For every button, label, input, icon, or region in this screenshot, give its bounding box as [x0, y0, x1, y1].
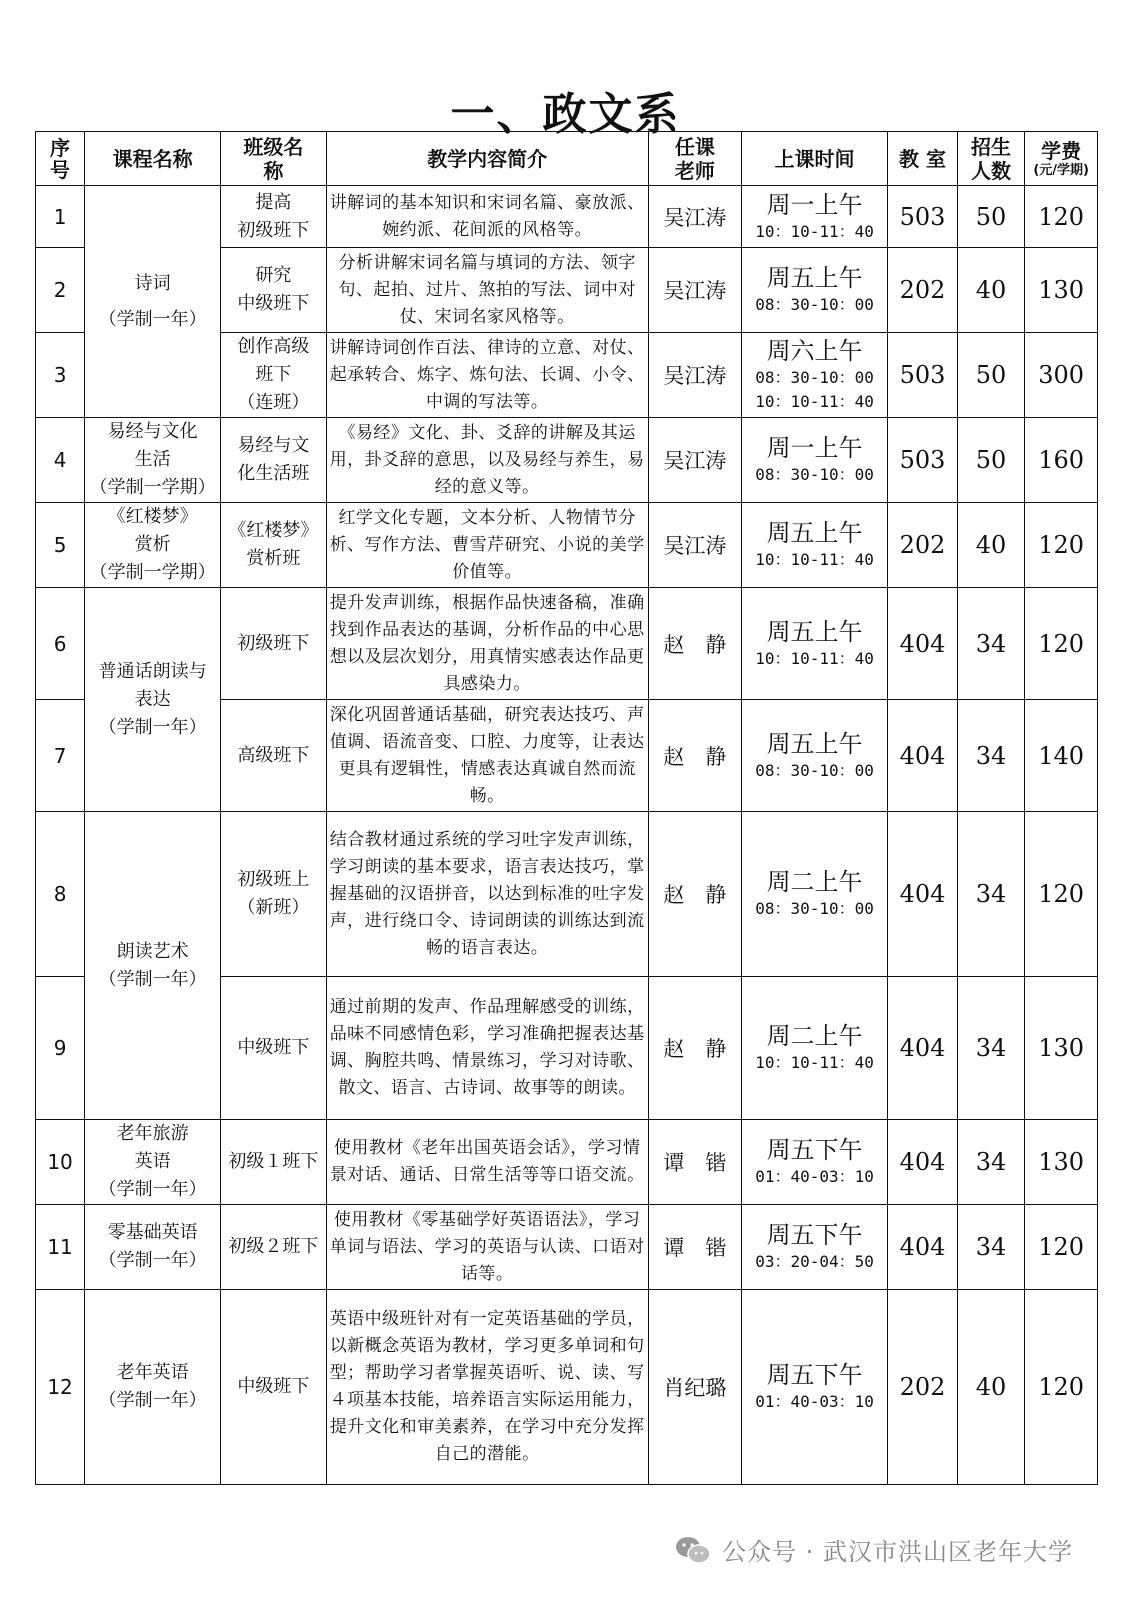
schedule-hours: 01：40-03：10: [755, 1167, 874, 1186]
row-schedule: [741, 1120, 887, 1205]
header-content: 教学内容简介: [326, 132, 648, 186]
row-fee: 120: [1025, 1205, 1098, 1290]
row-room: 503: [888, 186, 958, 248]
schedule-hours: 08：30-10：00: [755, 760, 874, 780]
course-table: [35, 131, 1098, 1485]
row-description: 讲解词的基本知识和宋词名篇、豪放派、婉约派、花间派的风格等。: [326, 186, 648, 248]
course-term: （学制一年）: [98, 716, 207, 738]
schedule-day: 周五下午: [766, 1136, 863, 1164]
row-description: 英语中级班针对有一定英语基础的学员，以新概念英语为教材，学习更多单词和句型；帮助学习者掌握英语听、说、读、写４项基本技能，培养语言实际运用能力，提升文化和审美素养，在学习中充分发挥自己的潜能。: [326, 1290, 648, 1485]
row-class-name: 研究 中级班下: [221, 248, 326, 333]
row-seq: 5: [36, 503, 85, 588]
row-enroll: 34: [957, 1120, 1025, 1205]
row-room: 404: [888, 812, 958, 977]
schedule-hours: 03：20-04：50: [755, 1252, 874, 1271]
row-seq: 2: [36, 248, 85, 333]
row-seq: 1: [36, 186, 85, 248]
header-room: 教 室: [888, 132, 958, 186]
schedule-day: 周五上午: [766, 264, 863, 292]
row-seq: 4: [36, 418, 85, 503]
row-enroll: 50: [957, 186, 1025, 248]
schedule-hours: 10：10-11：40: [755, 1053, 874, 1072]
row-room: 404: [888, 977, 958, 1120]
schedule-day: 周一上午: [766, 190, 863, 219]
schedule-day: 周六上午: [766, 337, 863, 365]
schedule-hours: 08：30-10：00: [755, 295, 874, 314]
row-teacher: 赵 静: [648, 700, 741, 812]
wechat-icon: [674, 1535, 712, 1565]
schedule-hours: 08：30-10：00: [755, 465, 874, 484]
row-enroll: 50: [957, 333, 1025, 418]
row-class-name: 中级班下: [221, 1290, 326, 1485]
course-name-cell: [85, 186, 221, 418]
row-room: 503: [888, 333, 958, 418]
row-class-name: 提高 初级班下: [221, 186, 326, 248]
schedule-day: 周五上午: [766, 519, 863, 547]
schedule-hours: 10：10-11：40: [755, 648, 874, 668]
row-class-name: 高级班下: [221, 700, 326, 812]
row-fee: 130: [1025, 248, 1098, 333]
schedule-hours: 08：30-10：00: [755, 899, 874, 918]
row-teacher: 赵 静: [648, 977, 741, 1120]
row-schedule: [741, 588, 887, 700]
row-enroll: 50: [957, 418, 1025, 503]
course-name-cell: [85, 812, 221, 1120]
row-teacher: 吴江涛: [648, 186, 741, 248]
row-enroll: 40: [957, 248, 1025, 333]
row-class-name: 《红楼梦》 赏析班: [221, 503, 326, 588]
row-teacher: 谭 锴: [648, 1120, 741, 1205]
row-description: 提升发声训练，根据作品快速备稿，准确找到作品表达的基调，分析作品的中心思想以及层次划分，用真情实感表达作品更具感染力。: [326, 588, 648, 700]
row-enroll: 40: [957, 503, 1025, 588]
row-class-name: 易经与文 化生活班: [221, 418, 326, 503]
course-name: 老年旅游 英语: [116, 1123, 189, 1172]
header-seq: 序号: [36, 132, 85, 186]
row-class-name: 初级班上 （新班）: [221, 812, 326, 977]
course-name: 《红楼梦》 赏析: [107, 506, 198, 555]
row-description: 使用教材《零基础学好英语语法》，学习单词与语法、学习的英语与认读、口语对话等。: [326, 1205, 648, 1290]
row-room: 202: [888, 503, 958, 588]
row-description: 通过前期的发声、作品理解感受的训练，品味不同感情色彩，学习准确把握表达基调、胸腔共鸣、情景练习，学习对诗歌、散文、语言、古诗词、故事等的朗读。: [326, 977, 648, 1120]
row-description: 使用教材《老年出国英语会话》，学习情景对话、通话、日常生活等等口语交流。: [326, 1120, 648, 1205]
course-term: （学制一年）: [98, 308, 207, 330]
table-row: [36, 186, 1098, 248]
row-enroll: 34: [957, 588, 1025, 700]
row-description: 深化巩固普通话基础，研究表达技巧、声值调、语流音变、口腔、力度等，让表达更具有逻辑性，情感表达真诚自然而流畅。: [326, 700, 648, 812]
header-enroll: 招生人数: [957, 132, 1025, 186]
row-schedule: [741, 503, 887, 588]
row-seq: 11: [36, 1205, 85, 1290]
row-teacher: 吴江涛: [648, 248, 741, 333]
course-term: （学制一年）: [98, 968, 207, 990]
course-name: 普通话朗读与 表达: [98, 660, 207, 710]
footer-watermark: [674, 1532, 1073, 1567]
row-description: 《易经》文化、卦、爻辞的讲解及其运用，卦爻辞的意思，以及易经与养生，易经的意义等。: [326, 418, 648, 503]
course-name: 朗读艺术: [116, 940, 189, 962]
header-course: 课程名称: [85, 132, 221, 186]
course-name-cell: [85, 1290, 221, 1485]
schedule-hours: 10：10-11：40: [755, 550, 874, 569]
row-seq: 6: [36, 588, 85, 700]
schedule-day: 周五下午: [766, 1361, 863, 1389]
table-header-row: [36, 132, 1098, 186]
row-enroll: 40: [957, 1290, 1025, 1485]
table-row: [36, 1120, 1098, 1205]
row-fee: 120: [1025, 812, 1098, 977]
row-class-name: 创作高级 班下 （连班）: [221, 333, 326, 418]
course-name-cell: [85, 503, 221, 588]
row-teacher: 肖纪璐: [648, 1290, 741, 1485]
course-name: 零基础英语: [107, 1222, 198, 1243]
header-fee: [1025, 132, 1098, 186]
header-teacher: 任课老师: [648, 132, 741, 186]
row-fee: 130: [1025, 1120, 1098, 1205]
row-schedule: [741, 700, 887, 812]
row-enroll: 34: [957, 977, 1025, 1120]
header-fee-label: 学费: [1041, 139, 1082, 163]
row-class-name: 初级班下: [221, 588, 326, 700]
table-row: [36, 588, 1098, 700]
table-row: [36, 503, 1098, 588]
header-fee-unit: (元/学期): [1033, 163, 1089, 178]
row-room: 202: [888, 1290, 958, 1485]
row-enroll: 34: [957, 700, 1025, 812]
course-name: 诗词: [134, 272, 171, 294]
row-schedule: [741, 248, 887, 333]
course-name: 易经与文化 生活: [107, 421, 198, 470]
row-schedule: [741, 812, 887, 977]
schedule-day: 周五上午: [766, 729, 863, 758]
row-schedule: [741, 418, 887, 503]
row-description: 结合教材通过系统的学习吐字发声训练，学习朗读的基本要求，语言表达技巧，掌握基础的汉语拼音，以达到标准的吐字发声，进行绕口令、诗词朗读的训练达到流畅的语言表达。: [326, 812, 648, 977]
row-seq: 8: [36, 812, 85, 977]
header-time: 上课时间: [741, 132, 887, 186]
row-seq: 10: [36, 1120, 85, 1205]
row-teacher: 谭 锴: [648, 1205, 741, 1290]
row-class-name: 初级２班下: [221, 1205, 326, 1290]
schedule-day: 周五上午: [766, 617, 863, 646]
course-name-cell: [85, 1205, 221, 1290]
row-room: 503: [888, 418, 958, 503]
header-class: 班级名称: [221, 132, 326, 186]
row-teacher: 赵 静: [648, 588, 741, 700]
schedule-day: 周二上午: [766, 868, 863, 896]
course-term: （学制一年）: [98, 1179, 207, 1200]
row-seq: 7: [36, 700, 85, 812]
row-seq: 12: [36, 1290, 85, 1485]
table-row: [36, 418, 1098, 503]
course-term: （学制一年）: [98, 1390, 207, 1411]
row-class-name: 中级班下: [221, 977, 326, 1120]
course-term: （学制一学期）: [89, 562, 216, 583]
row-room: 404: [888, 1120, 958, 1205]
row-fee: 300: [1025, 333, 1098, 418]
row-schedule: [741, 977, 887, 1120]
row-fee: 120: [1025, 1290, 1098, 1485]
row-room: 404: [888, 588, 958, 700]
row-description: 分析讲解宋词名篇与填词的方法、领字句、起拍、过片、煞拍的写法、词中对仗、宋词名家风格等。: [326, 248, 648, 333]
row-enroll: 34: [957, 812, 1025, 977]
row-fee: 120: [1025, 588, 1098, 700]
row-schedule: [741, 1290, 887, 1485]
row-room: 202: [888, 248, 958, 333]
row-room: 404: [888, 700, 958, 812]
row-teacher: 吴江涛: [648, 418, 741, 503]
row-schedule: [741, 186, 887, 248]
schedule-day: 周五下午: [766, 1221, 863, 1249]
row-fee: 120: [1025, 503, 1098, 588]
course-name: 老年英语: [116, 1362, 189, 1383]
schedule-hours: 10：10-11：40: [755, 221, 874, 241]
table-row: [36, 812, 1098, 977]
schedule-hours: 01：40-03：10: [755, 1392, 874, 1411]
row-fee: 120: [1025, 186, 1098, 248]
row-room: 404: [888, 1205, 958, 1290]
row-schedule: [741, 1205, 887, 1290]
course-name-cell: [85, 418, 221, 503]
row-fee: 130: [1025, 977, 1098, 1120]
row-description: 讲解诗词创作百法、律诗的立意、对仗、起承转合、炼字、炼句法、长调、小令、中调的写法等。: [326, 333, 648, 418]
table-row: [36, 1205, 1098, 1290]
schedule-hours: 08：30-10：00 10：10-11：40: [755, 368, 874, 411]
row-seq: 3: [36, 333, 85, 418]
row-class-name: 初级１班下: [221, 1120, 326, 1205]
row-enroll: 34: [957, 1205, 1025, 1290]
course-term: （学制一年）: [98, 1250, 207, 1271]
course-name-cell: [85, 1120, 221, 1205]
row-teacher: 赵 静: [648, 812, 741, 977]
page-title: 一、政文系: [450, 89, 681, 140]
row-seq: 9: [36, 977, 85, 1120]
row-schedule: [741, 333, 887, 418]
schedule-day: 周二上午: [766, 1022, 863, 1050]
row-description: 红学文化专题，文本分析、人物情节分析、写作方法、曹雪芹研究、小说的美学价值等。: [326, 503, 648, 588]
row-teacher: 吴江涛: [648, 503, 741, 588]
table-row: [36, 1290, 1098, 1485]
footer-text: 公众号 · 武汉市洪山区老年大学: [722, 1538, 1073, 1566]
row-teacher: 吴江涛: [648, 333, 741, 418]
row-fee: 140: [1025, 700, 1098, 812]
row-fee: 160: [1025, 418, 1098, 503]
course-term: （学制一学期）: [89, 477, 216, 498]
course-name-cell: [85, 588, 221, 812]
schedule-day: 周一上午: [766, 434, 863, 462]
